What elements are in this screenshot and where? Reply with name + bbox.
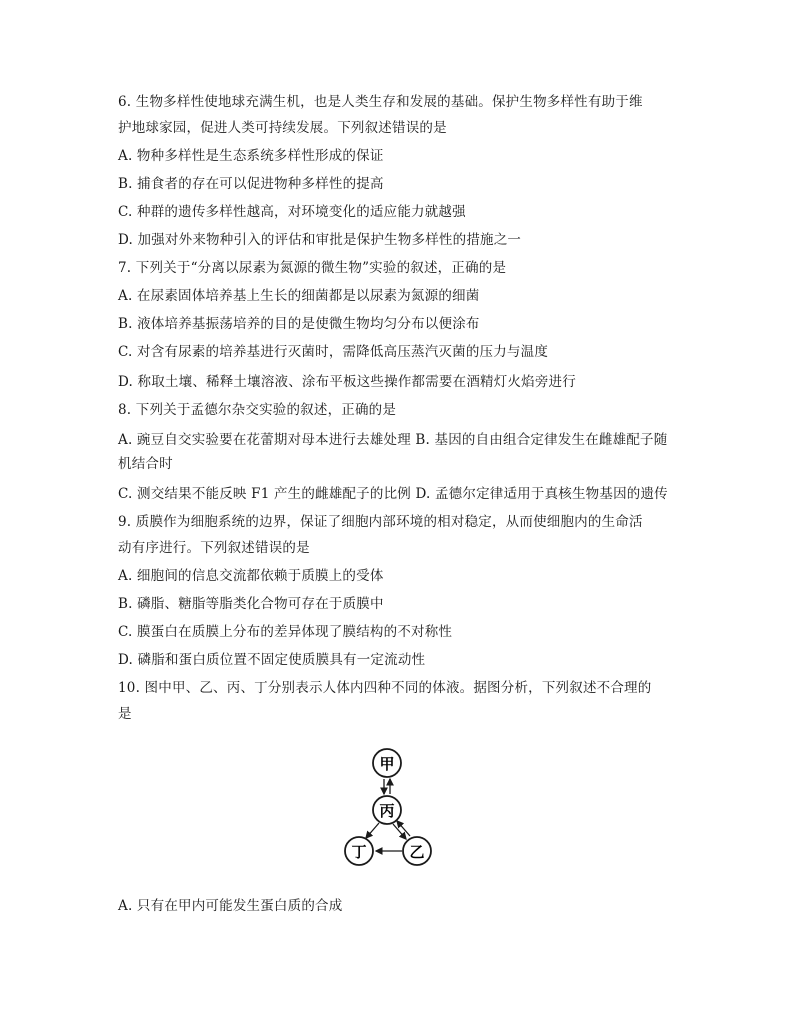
body-fluid-diagram-svg xyxy=(335,745,445,875)
q6-option-c: C. 种群的遗传多样性越高，对环境变化的适应能力就越强 xyxy=(118,204,466,220)
q9-stem-line-2: 动有序进行。下列叙述错误的是 xyxy=(118,540,310,556)
node-bing xyxy=(373,796,401,824)
q8-option-cd: C. 测交结果不能反映 F1 产生的雌雄配子的比例 D. 孟德尔定律适用于真核生物基因的遗传 xyxy=(118,486,668,502)
q10-stem-line-1: 10. 图中甲、乙、丙、丁分别表示人体内四种不同的体液。据图分析，下列叙述不合理的 xyxy=(118,680,652,696)
q6-stem-line-1: 6. 生物多样性使地球充满生机，也是人类生存和发展的基础。保护生物多样性有助于维 xyxy=(118,94,643,110)
node-bing-label: 丙 xyxy=(379,802,395,820)
q9-option-c: C. 膜蛋白在质膜上分布的差异体现了膜结构的不对称性 xyxy=(118,624,453,640)
node-yi-label: 乙 xyxy=(409,843,425,861)
arrow-bing-to-yi xyxy=(393,824,406,839)
q7-stem-line-1: 7. 下列关于“分离以尿素为氮源的微生物”实验的叙述，正确的是 xyxy=(118,260,507,276)
q7-option-d: D. 称取土壤、稀释土壤溶液、涂布平板这些操作都需要在酒精灯火焰旁进行 xyxy=(118,374,576,390)
node-jia xyxy=(373,749,401,777)
arrow-yi-to-bing xyxy=(397,821,410,836)
q10-option-a: A. 只有在甲内可能发生蛋白质的合成 xyxy=(118,898,343,914)
q6-option-a: A. 物种多样性是生态系统多样性形成的保证 xyxy=(118,148,384,164)
q7-option-b: B. 液体培养基振荡培养的目的是使微生物均匀分布以便涂布 xyxy=(118,316,480,332)
q8-stem-line-1: 8. 下列关于孟德尔杂交实验的叙述，正确的是 xyxy=(118,402,397,418)
q7-option-a: A. 在尿素固体培养基上生长的细菌都是以尿素为氮源的细菌 xyxy=(118,288,480,304)
node-yi xyxy=(403,837,431,865)
node-jia-label: 甲 xyxy=(379,755,395,773)
q9-option-d: D. 磷脂和蛋白质位置不固定使质膜具有一定流动性 xyxy=(118,652,426,668)
body-fluid-diagram xyxy=(335,745,445,875)
arrow-bing-to-ding xyxy=(366,823,379,838)
node-ding-label: 丁 xyxy=(351,843,367,861)
q9-option-b: B. 磷脂、糖脂等脂类化合物可存在于质膜中 xyxy=(118,596,384,612)
q6-stem-line-2: 护地球家园，促进人类可持续发展。下列叙述错误的是 xyxy=(118,120,447,136)
q8-option-ab-line-1: A. 豌豆自交实验要在花蕾期对母本进行去雄处理 B. 基因的自由组合定律发生在雌雄配子随 xyxy=(118,432,668,448)
q7-option-c: C. 对含有尿素的培养基进行灭菌时，需降低高压蒸汽灭菌的压力与温度 xyxy=(118,344,549,360)
q6-option-b: B. 捕食者的存在可以促进物种多样性的提高 xyxy=(118,176,384,192)
node-ding xyxy=(345,837,373,865)
q9-stem-line-1: 9. 质膜作为细胞系统的边界，保证了细胞内部环境的相对稳定，从而使细胞内的生命活 xyxy=(118,514,643,530)
q8-option-ab-line-2: 机结合时 xyxy=(118,456,173,472)
q9-option-a: A. 细胞间的信息交流都依赖于质膜上的受体 xyxy=(118,568,384,584)
q6-option-d: D. 加强对外来物种引入的评估和审批是保护生物多样性的措施之一 xyxy=(118,232,522,248)
q10-stem-line-2: 是 xyxy=(118,706,132,722)
